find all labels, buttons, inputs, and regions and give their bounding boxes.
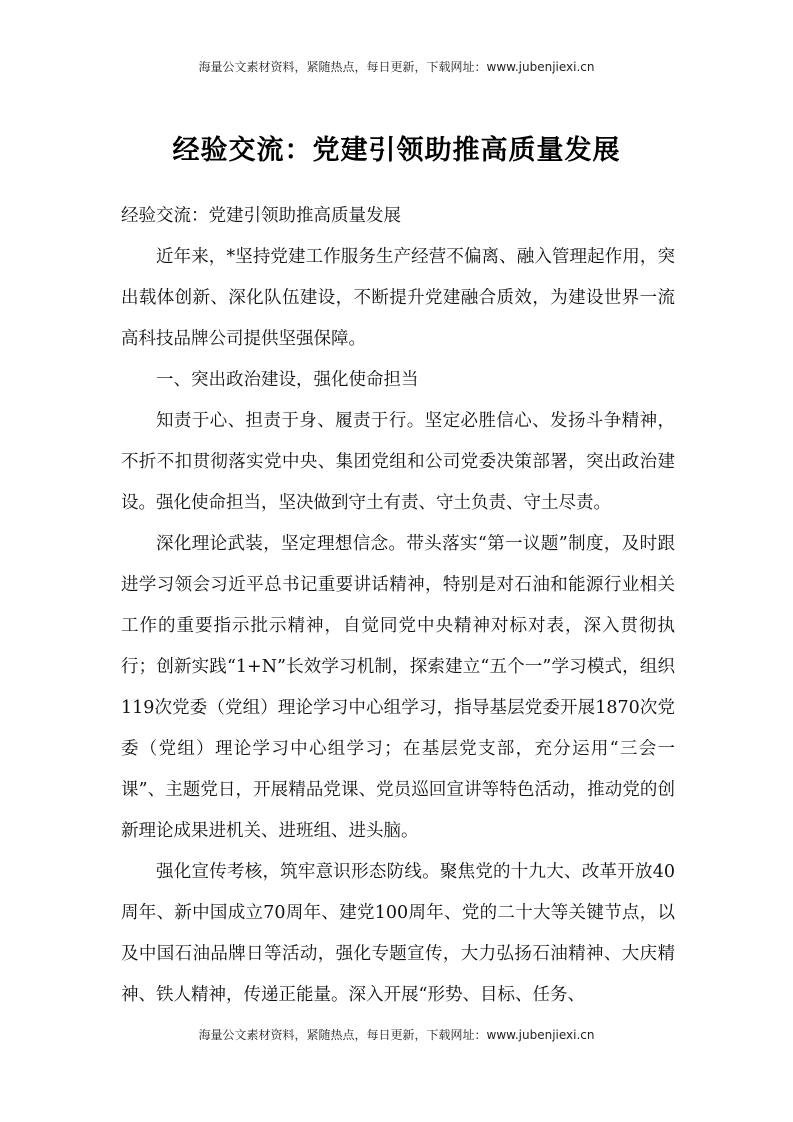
paragraph: 深化理论武装，坚定理想信念。带头落实“第一议题”制度，及时跟进学习领会习近平总书记重要讲话精神，特别是对石油和能源行业相关工作的重要指示批示精神，自觉同党中央精神对标对表，深入贯彻执行；创新实践“1+N”长效学习机制，探索建立“五个一”学习模式，组织119次党委（党组）理论学习中心组学习，指导基层党委开展1870次党委（党组）理论学习中心组学习；在基层党支部，充分运用“三会一课”、主题党日，开展精品党课、党员巡回宣讲等特色活动，推动党的创新理论成果进机关、进班组、进头脑。: [121, 534, 675, 841]
paragraph: 强化宣传考核，筑牢意识形态防线。聚焦党的十九大、改革开放40周年、新中国成立70周年、建党100周年、党的二十大等关键节点，以及中国石油品牌日等活动，强化专题宣传，大力弘扬石油精神、大庆精神、铁人精神，传递正能量。深入开展“形势、目标、任务、: [121, 862, 675, 1005]
paragraph-subtitle: 经验交流：党建引领助推高质量发展: [121, 206, 401, 226]
page-footer: 海量公文素材资料，紧随热点，每日更新，下载网址：www.jubenjiexi.cn: [198, 1028, 595, 1042]
page-header: 海量公文素材资料，紧随热点，每日更新，下载网址：www.jubenjiexi.cn: [198, 60, 595, 74]
section-heading: 一、突出政治建设，强化使命担当: [156, 370, 419, 390]
paragraph-intro: 近年来，*坚持党建工作服务生产经营不偏离、融入管理起作用，突出载体创新、深化队伍建设，不断提升党建融合质效，为建设世界一流高科技品牌公司提供坚强保障。: [121, 247, 675, 349]
paragraph: 知责于心、担责于身、履责于行。坚定必胜信心、发扬斗争精神，不折不扣贯彻落实党中央、集团党组和公司党委决策部署，突出政治建设。强化使命担当，坚决做到守土有责、守土负责、守土尽责。: [121, 411, 675, 513]
document-body: [121, 196, 675, 1016]
document-title: 经验交流：党建引领助推高质量发展: [172, 135, 621, 166]
